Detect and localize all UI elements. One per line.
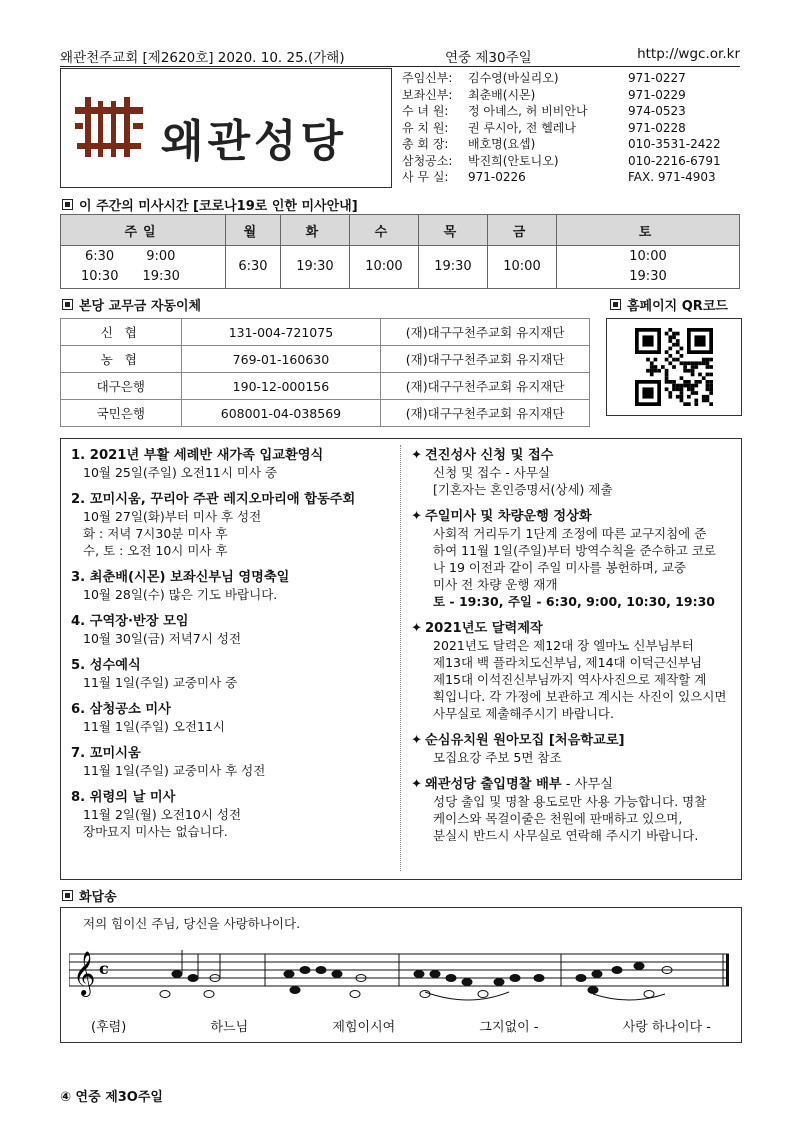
staff-name: 정 아녜스, 허 비비안나 [468,104,588,118]
svg-text:c: c [99,959,109,978]
psalm-lyrics [91,1016,711,1035]
announcement-line: 나 19 이전과 같이 주일 미사를 봉헌하며, 교중 [433,560,686,575]
day-header: 월 [226,215,281,246]
staff-role: 보좌신부: [402,87,453,102]
account-number: 131-004-721075 [181,319,381,346]
psalm-score-box [60,907,742,1043]
qr-section-title: 홈페이지 QR코드 [610,295,728,314]
account-number: 190-12-000156 [181,373,381,400]
diamond-bullet-icon: ✦ [411,448,423,463]
account-holder: (재)대구구천주교회 유지재단 [381,346,590,373]
day-header: 수 [349,215,418,246]
announcement-line: 장마묘지 미사는 없습니다. [83,824,228,839]
parish-name: 왜관성당 [161,116,348,167]
staff-phone: 971-0228 [628,120,686,135]
announcements-right [411,437,741,844]
accounts-table [60,318,590,427]
issue-info: 왜관천주교회 [제2620호] 2020. 10. 25.(가해) [60,50,345,66]
announcement-title: 5. 성수예식 [71,658,141,673]
announcement-line: 2021년도 달력은 제12대 장 엘마노 신부님부터 [433,638,694,653]
saturday-times: 10:00 19:30 [557,246,740,289]
staff-role: 삼청공소: [402,153,453,168]
svg-text:𝄞: 𝄞 [73,951,96,995]
staff-phone: 971-0229 [628,87,686,102]
psalm-verse: 저의 힘이신 주님, 당신을 사랑하나이다. [83,916,301,931]
announcement-line: 케이스와 목걸이줄은 천원에 판매하고 있으며, [433,811,683,826]
announcement-title: ✦ 2021년도 달력제작 [411,621,543,636]
friday-times: 10:00 [487,246,556,289]
qr-box [606,318,742,416]
announcement-title: 3. 최춘배(시몬) 보좌신부님 영명축일 [71,570,290,585]
announcement-line: 제15대 이석진신부님까지 역사사진으로 제작할 계 [433,672,707,687]
account-number: 769-01-160630 [181,346,381,373]
account-row [61,400,590,427]
bullet-square-icon [62,890,73,901]
diamond-bullet-icon: ✦ [411,509,423,524]
announcement-item [411,620,741,722]
thursday-times: 19:30 [418,246,487,289]
announcement-line: 10월 28일(수) 많은 기도 바랍니다. [83,587,278,602]
mass-schedule-table [60,214,740,289]
day-header: 토 [557,215,740,246]
staff-row [402,87,738,104]
staff-name: 배호명(요셉) [468,137,536,151]
sunday-times: 6:30 9:00 10:30 19:30 [61,246,226,289]
announcement-item [71,447,396,481]
announcement-line: 제13대 백 플라치도신부님, 제14대 이덕근신부님 [433,655,703,670]
monday-times: 6:30 [226,246,281,289]
psalm-section-title: 화답송 [62,886,117,905]
announcement-item [71,745,396,779]
staff-name: 971-0226 [468,170,526,184]
staff-row [402,103,738,120]
announcement-line: 10월 25일(주일) 오전11시 미사 중 [83,465,278,480]
bullet-square-icon [610,299,621,310]
staff-phone: 974-0523 [628,104,686,118]
music-staff [69,936,733,1012]
account-bank: 농 협 [61,346,182,373]
announcement-item [71,789,396,840]
announcement-item [411,447,741,498]
account-row [61,319,590,346]
announcement-item [71,491,396,559]
website-url[interactable]: http://wgc.or.kr [637,46,740,62]
announcement-line: 11월 1일(주일) 교중미사 중 [83,675,238,690]
staff-phone: 010-3531-2422 [628,137,721,151]
announcement-title: ✦ 주일미사 및 차량운행 정상화 [411,509,592,524]
staff-row [402,153,738,170]
staff-role: 주임신부: [402,71,453,85]
lyric-word: 하느님 [210,1020,249,1035]
staff-role: 수 녀 원: [402,104,449,118]
day-header: 주일 [61,215,226,246]
day-header: 화 [280,215,349,246]
announcement-line: 획입니다. 각 가정에 보관하고 계시는 사진이 있으시면 [433,689,727,704]
announcement-line: 성당 출입 및 명찰 용도로만 사용 가능합니다. 명찰 [433,794,707,809]
diamond-bullet-icon: ✦ [411,621,423,636]
qr-code-icon[interactable] [635,328,713,406]
staff-role: 사 무 실: [402,170,449,184]
announcement-line: 11월 2일(월) 오전10시 성전 [83,807,242,822]
announcement-line: [기혼자는 혼인증명서(상세) 제출 [433,482,613,497]
wednesday-times: 10:00 [349,246,418,289]
announcement-item [71,569,396,603]
lyric-word: 사랑 하나이다 - [622,1020,711,1035]
accounts-section-title: 본당 교무금 자동이체 [62,295,201,314]
announcements-left [71,437,396,840]
announcement-line: 분실시 반드시 사무실로 연락해 주시기 바랍니다. [433,828,699,843]
account-holder: (재)대구구천주교회 유지재단 [381,373,590,400]
announcement-line: 10월 30일(금) 저녁7시 성전 [83,631,242,646]
announcement-line: 사무실로 제출해주시기 바랍니다. [433,706,614,721]
announcement-item [71,701,396,735]
lyric-word: 그지없이 - [479,1020,539,1035]
announcement-item [71,613,396,647]
staff-name: 권 루시아, 전 헬레나 [468,120,576,135]
staff-row [402,70,738,87]
account-holder: (재)대구구천주교회 유지재단 [381,319,590,346]
announcement-line: 화 : 저녁 7시30분 미사 후 [83,526,228,541]
diamond-bullet-icon: ✦ [411,733,423,748]
staff-phone: FAX. 971-4903 [628,170,716,184]
tuesday-times: 19:30 [280,246,349,289]
announcement-line: 사회적 거리두기 1단계 조정에 따른 교구지침에 준 [433,526,707,541]
announcement-item [411,776,741,844]
announcement-item [411,732,741,766]
announcement-line: 하여 11월 1일(주일)부터 방역수칙을 준수하고 코로 [433,543,716,558]
staff-role: 총 회 장: [402,137,449,151]
page-footer [60,1086,163,1105]
day-header: 금 [487,215,556,246]
announcement-title: ✦ 견진성사 신청 및 접수 [411,448,554,463]
announcement-line: 11월 1일(주일) 오전11시 [83,719,225,734]
announcement-line: 10월 27일(화)부터 미사 후 성전 [83,509,262,524]
staff-name: 박진희(안토니오) [468,153,559,168]
footer-label: 연중 제3O주일 [75,1090,163,1105]
account-bank: 신 협 [61,319,182,346]
announcement-title: 1. 2021년 부활 세례반 새가족 입교환영식 [71,448,324,463]
column-divider [400,445,402,871]
staff-name: 김수영(바실리오) [468,71,559,85]
lyric-word: 제힘이시여 [332,1020,396,1035]
announcement-title: ✦ 순심유치원 원아모집 [처음학교로] [411,733,625,748]
account-row [61,346,590,373]
announcement-line: 모집요강 주보 5면 참조 [433,750,562,765]
account-holder: (재)대구구천주교회 유지재단 [381,400,590,427]
announcement-title: 6. 삼청공소 미사 [71,702,171,717]
page-number: ④ [60,1090,72,1105]
announcement-item [71,657,396,691]
account-number: 608001-04-038569 [181,400,381,427]
announcement-title: 4. 구역장·반장 모임 [71,614,189,629]
parish-logo-box [60,68,392,188]
announcements-box [60,438,742,880]
lyric-word: (후렴) [91,1020,127,1035]
announcement-title: 8. 위령의 날 미사 [71,790,176,805]
staff-phone: 971-0227 [628,71,686,85]
announcement-line: 신청 및 접수 - 사무실 [433,465,551,480]
account-bank: 대구은행 [61,373,182,400]
staff-phone: 010-2216-6791 [628,153,721,168]
mass-section-title: 이 주간의 미사시간 [코로나19로 인한 미사안내] [62,195,358,214]
staff-role: 유 치 원: [402,120,449,135]
diamond-bullet-icon: ✦ [411,777,423,792]
announcement-title: 2. 꼬미시움, 꾸리아 주관 레지오마리애 합동주회 [71,492,356,507]
announcement-line: 수, 토 : 오전 10시 미사 후 [83,543,228,558]
parish-logo-icon [73,93,145,165]
bullet-square-icon [62,299,73,310]
staff-name: 최춘배(시몬) [468,87,536,102]
staff-directory [402,70,738,186]
announcement-title: ✦ 왜관성당 출입명찰 배부 - 사무실 [411,777,613,792]
announcement-line: 미사 전 차량 운행 재개 [433,577,558,592]
announcement-item [411,508,741,610]
announcement-schedule: 토 - 19:30, 주일 - 6:30, 9:00, 10:30, 19:30 [433,594,715,609]
account-row [61,373,590,400]
liturgical-sunday: 연중 제30주일 [445,50,532,66]
announcement-line: 11월 1일(주일) 교중미사 후 성전 [83,763,266,778]
staff-row [402,169,738,186]
bulletin-header [60,44,740,67]
bullet-square-icon [62,199,73,210]
staff-row [402,136,738,153]
day-header: 목 [418,215,487,246]
account-bank: 국민은행 [61,400,182,427]
announcement-title: 7. 꼬미시움 [71,746,141,761]
staff-row [402,120,738,137]
